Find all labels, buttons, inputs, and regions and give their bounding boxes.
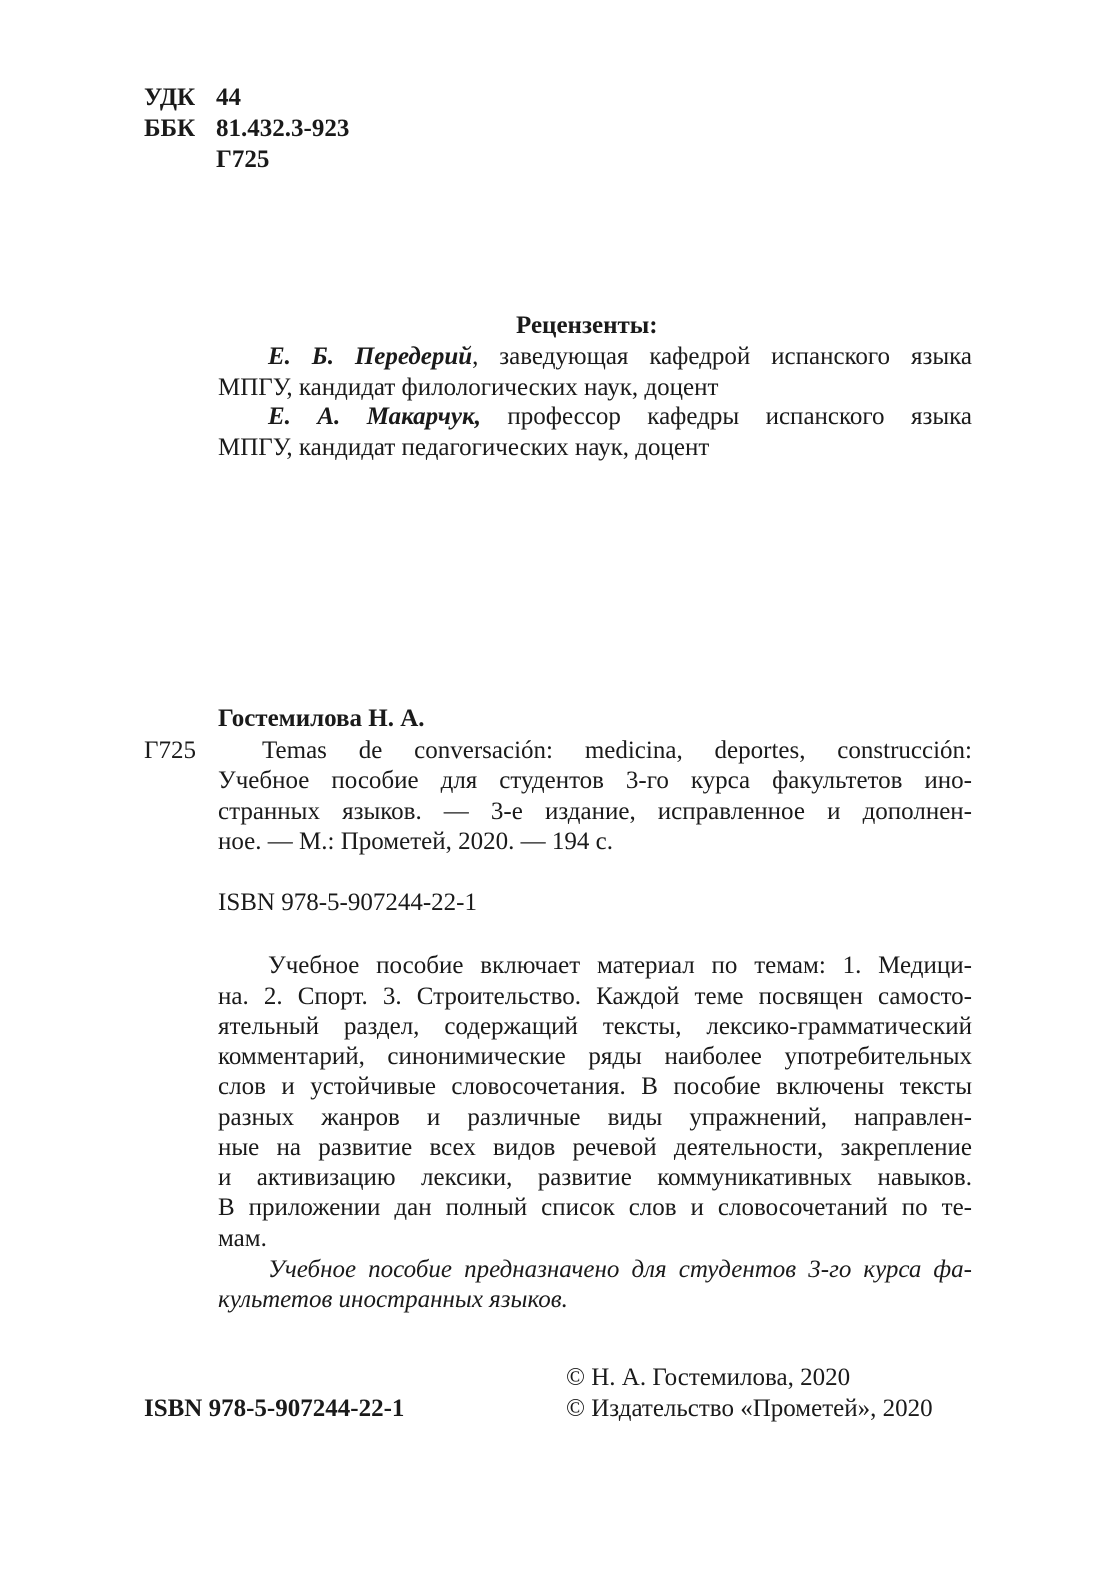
reviewer-2-line-2: МПГУ, кандидат педагогических наук, доцент: [218, 434, 710, 461]
copyright-author: © Н. А. Гостемилова, 2020: [566, 1364, 851, 1391]
annotation-line: слов и устойчивые словосочетания. В пособие включены тексты: [218, 1073, 972, 1100]
annotation-line: Учебное пособие включает материал по темам: 1. Медици-: [268, 952, 972, 979]
reviewer-2-name: Е. А. Макарчук,: [268, 403, 481, 430]
bbk-value: 81.432.3-923: [216, 115, 350, 142]
annotation-line: В приложении дан полный список слов и словосочетаний по те-: [218, 1194, 972, 1221]
bib-line: Учебное пособие для студентов 3-го курса факультетов ино-: [218, 767, 972, 794]
annotation-line: разных жанров и различные виды упражнений, направлен-: [218, 1104, 972, 1131]
bib-author: Гостемилова Н. А.: [218, 705, 425, 732]
bbk-label: ББК: [144, 115, 196, 142]
annotation-line: на. 2. Спорт. 3. Строительство. Каждой теме посвящен самосто-: [218, 983, 972, 1010]
udk-label: УДК: [144, 84, 196, 111]
annotation-line: ные на развитие всех видов речевой деятельности, закрепление: [218, 1134, 972, 1161]
bib-isbn: ISBN 978-5-907244-22-1: [218, 889, 478, 916]
udk-value: 44: [216, 84, 241, 111]
bib-line: ное. — М.: Прометей, 2020. — 194 с.: [218, 828, 613, 855]
reviewer-1-line-1: [268, 343, 972, 371]
reviewer-1-position: , заведующая кафедрой испанского языка: [472, 343, 972, 370]
reviewer-1-name: Е. Б. Передерий: [268, 343, 473, 370]
author-mark: Г725: [216, 146, 270, 173]
reviewer-2-position: профессор кафедры испанского языка: [480, 403, 972, 430]
bib-line: странных языков. — 3-е издание, исправленное и дополнен-: [218, 798, 972, 825]
bib-author-mark: Г725: [144, 737, 196, 764]
reviewers-heading: Рецензенты:: [516, 312, 658, 339]
bib-line: Temas de conversación: medicina, deportes, construcción:: [262, 737, 972, 764]
reviewer-2-line-1: [268, 403, 972, 431]
reviewer-1-line-2: МПГУ, кандидат филологических наук, доцент: [218, 374, 719, 401]
footer-isbn: ISBN 978-5-907244-22-1: [144, 1395, 405, 1422]
annotation-line: комментарий, синонимические ряды наиболее употребительных: [218, 1043, 972, 1070]
annotation-line: и активизацию лексики, развитие коммуникативных навыков.: [218, 1164, 972, 1191]
annotation-line: мам.: [218, 1225, 267, 1252]
purpose-line: культетов иностранных языков.: [218, 1286, 568, 1313]
purpose-line: Учебное пособие предназначено для студентов 3-го курса фа-: [268, 1256, 972, 1283]
copyright-publisher: © Издательство «Прометей», 2020: [566, 1395, 933, 1422]
annotation-line: ятельный раздел, содержащий тексты, лексико-грамматический: [218, 1013, 972, 1040]
